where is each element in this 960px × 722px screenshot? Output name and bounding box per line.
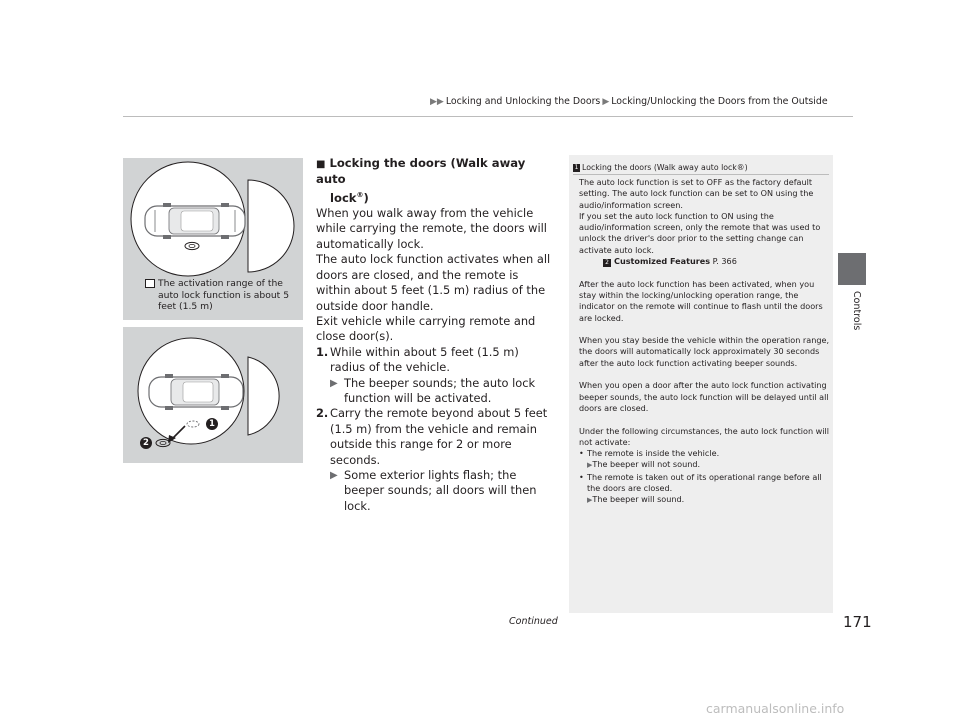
main-content [316, 156, 556, 514]
result-arrow-icon: ▶ [330, 377, 338, 389]
bullet-item: • The remote is inside the vehicle. [579, 448, 720, 459]
breadcrumb-item-locking[interactable]: Locking and Unlocking the Doors [445, 96, 601, 107]
step-1: 1. While within about 5 feet (1.5 m) radius of the vehicle. [316, 344, 519, 375]
breadcrumb-item-outside[interactable]: Locking/Unlocking the Doors from the Outside [611, 96, 828, 107]
reference-title[interactable]: Customized Features [614, 256, 711, 267]
result-arrow-icon: ▶ [330, 469, 338, 481]
note-body [579, 174, 830, 507]
reference-page: P. 366 [710, 256, 737, 267]
note-paragraph: When you stay beside the vehicle within the operation range, the doors will automatically lock approximately 30 seconds after the auto lock function activating beeper sounds. [579, 335, 830, 368]
page-number: 171 [843, 613, 872, 631]
figure-caption: The activation range of the auto lock function is about 5 feet (1.5 m) [158, 278, 290, 312]
note-paragraph: If you set the auto lock function to ON using the audio/information screen, only the remote that was used to unlock the driver's door prior to the setting change can activate auto lock. [579, 210, 821, 255]
step-2: 2. Carry the remote beyond about 5 feet (1.5 m) from the vehicle and remain outside this range for 2 or more seconds. [316, 406, 548, 467]
bullet-subitem: ▶The beeper will sound. [587, 494, 685, 505]
header-divider [123, 116, 853, 117]
section-title: ■ Locking the doors (Walk away auto [316, 156, 526, 187]
callout-2: 2 [143, 438, 149, 448]
reference-icon: 2 [603, 259, 611, 267]
remote-key-icon [156, 439, 170, 446]
caption-legend-box [145, 279, 155, 288]
step-1-result: ▶ The beeper sounds; the auto lock function will be activated. [330, 375, 536, 405]
cross-reference[interactable] [579, 256, 830, 267]
note-paragraph: Under the following circumstances, the auto lock function will not activate: [579, 425, 830, 447]
note-paragraph: When you open a door after the auto lock function activating beeper sounds, the auto lock function will be delayed until all doors are closed. [579, 380, 829, 413]
activation-range-figure [123, 158, 303, 320]
watermark: carmanualsonline.info [706, 701, 845, 716]
breadcrumb [430, 96, 828, 107]
section-label: Controls [851, 291, 862, 331]
continued-label: Continued [509, 616, 558, 627]
note-paragraph: After the auto lock function has been activated, when you stay within the locking/unlocking operation range, the indicator on the remote will continue to flash until the doors are locked. [579, 278, 823, 323]
breadcrumb-separator-icon: ▶ [602, 97, 610, 107]
sub-arrow-icon: ▶ [587, 496, 593, 505]
walk-away-illustration [123, 327, 303, 463]
intro-paragraph-1: When you walk away from the vehicle while carrying the remote, the doors will automatically lock. [316, 206, 547, 251]
walk-away-figure [123, 327, 303, 463]
note-paragraph: The auto lock function is set to OFF as the factory default setting. The auto lock function can be set to ON using the audio/information screen. [579, 177, 814, 210]
note-heading: 1 Locking the doors (Walk away auto lock®) [574, 163, 748, 172]
breadcrumb-arrow-icon: ▶▶ [430, 97, 444, 107]
bullet-subitem: ▶The beeper will not sound. [587, 459, 701, 470]
step-2-result: ▶ Some exterior lights flash; the beeper sounds; all doors will then lock. [330, 467, 537, 513]
section-marker-icon: ■ [316, 159, 326, 170]
bullet-item: • The remote is taken out of its operational range before all the doors are closed. [579, 471, 822, 494]
bullet-icon: • [579, 471, 584, 482]
bullet-icon: • [579, 448, 584, 459]
section-title-cont: lock®) [330, 190, 369, 205]
callout-1: 1 [209, 419, 215, 429]
section-tab-marker [838, 253, 866, 285]
note-marker-icon: 1 [574, 164, 579, 171]
intro-paragraph-3: Exit vehicle while carrying remote and close door(s). [316, 313, 536, 344]
note-panel [569, 155, 833, 613]
intro-paragraph-2: The auto lock function activates when all doors are closed, and the remote is within about 5 feet (1.5 m) radius of the outside door handle. [316, 252, 551, 313]
sub-arrow-icon: ▶ [587, 461, 593, 470]
